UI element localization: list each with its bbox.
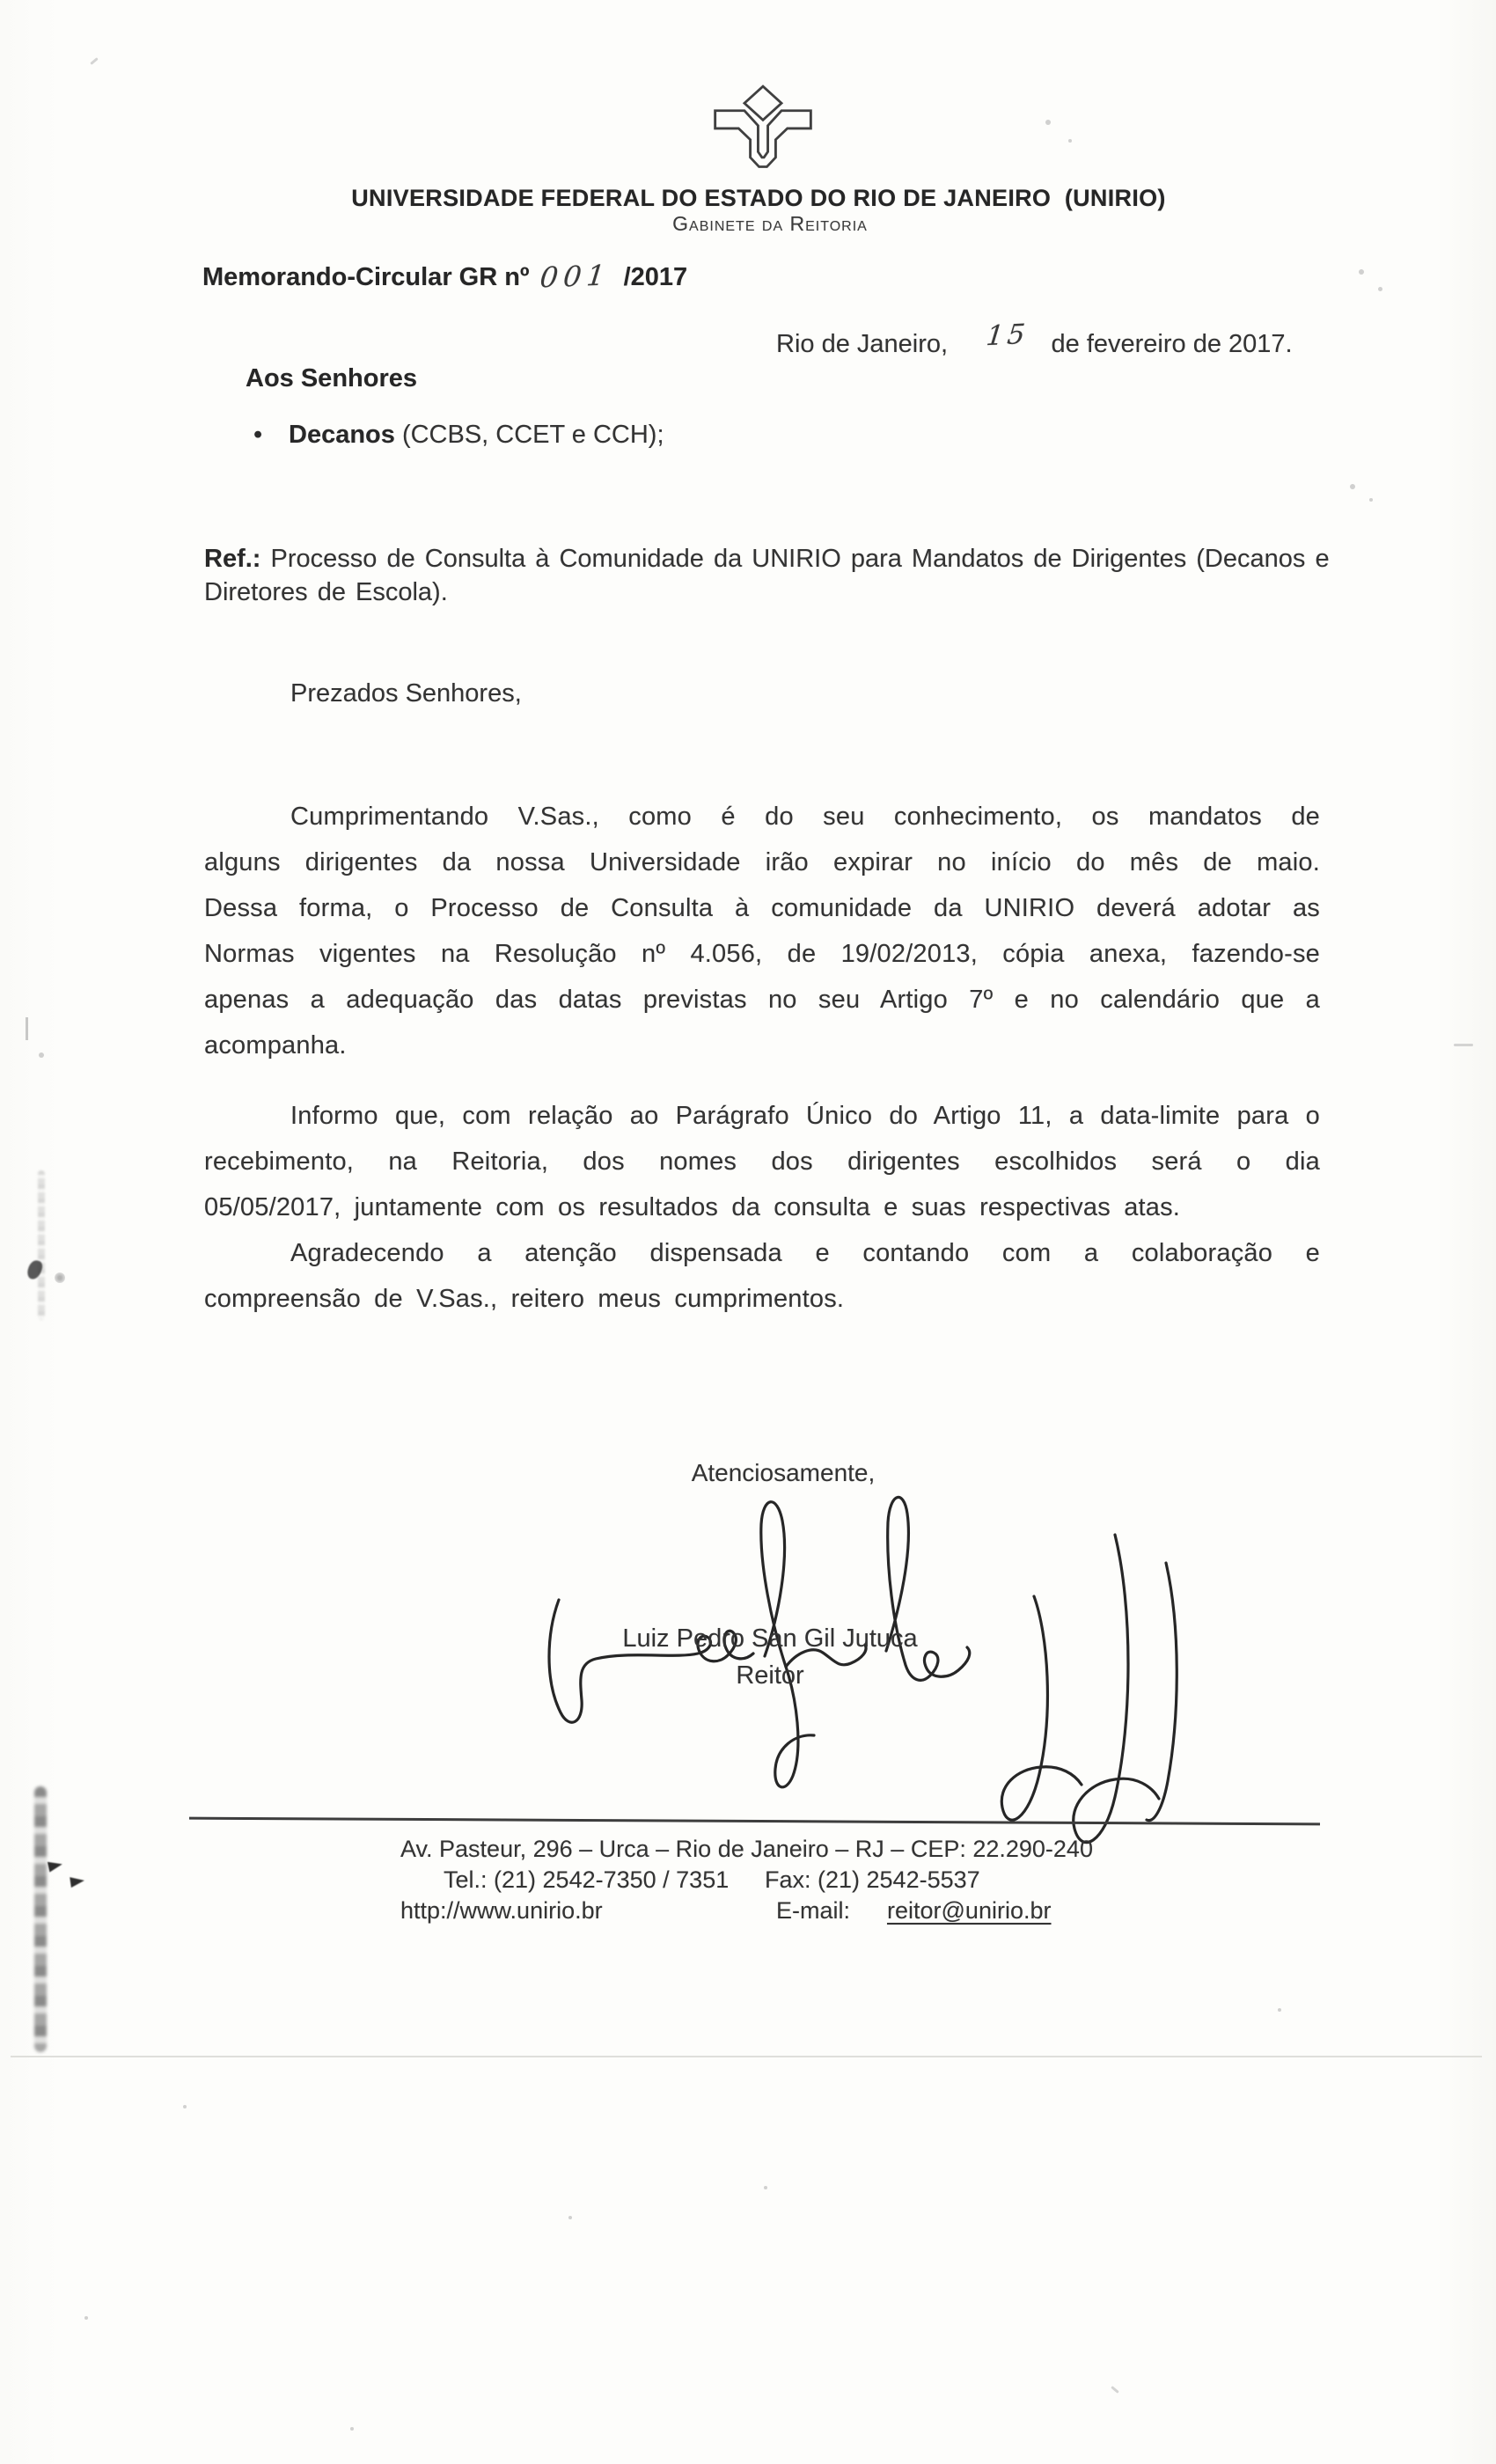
signatory-name: Luiz Pedro San Gil Jutuca	[622, 1624, 918, 1653]
dateline	[776, 318, 1293, 359]
footer-address: Av. Pasteur, 296 – Urca – Rio de Janeiro – RJ – CEP: 22.290-240	[400, 1836, 1093, 1862]
recipient-detail: (CCBS, CCET e CCH);	[394, 421, 664, 449]
scan-artifact-speck	[568, 2216, 572, 2219]
scan-artifact-streak	[34, 1786, 47, 2052]
scan-artifact-speck	[1359, 269, 1364, 275]
reference-line	[204, 542, 1339, 609]
scan-artifact-speck	[183, 2105, 187, 2108]
scan-artifact-speck	[764, 2186, 767, 2189]
scan-artifact-speck	[1378, 287, 1382, 291]
scan-artifact-mark	[70, 1875, 85, 1888]
reference-label: Ref.:	[204, 545, 261, 573]
scan-artifact-speck	[1350, 484, 1355, 489]
handwritten-memo-number: 001	[538, 258, 612, 295]
scan-artifact-speck	[39, 1052, 44, 1058]
dateline-city: Rio de Janeiro,	[776, 330, 949, 358]
body-line: Dessa forma, o Processo de Consulta à comunidade da UNIRIO deverá adotar as	[204, 894, 1320, 922]
scan-artifact-tick	[26, 1017, 28, 1040]
scan-artifact-speck	[90, 57, 99, 65]
scan-artifact-speck	[1369, 498, 1373, 502]
scan-artifact-ink-dot	[55, 1272, 65, 1283]
scan-artifact-speck	[1454, 1044, 1473, 1046]
dateline-rest: de fevereiro de 2017.	[1051, 330, 1293, 358]
closing: Atenciosamente,	[691, 1459, 876, 1486]
unirio-logo-icon	[709, 84, 817, 174]
office-name: Gabinete da Reitoria	[672, 212, 868, 235]
scan-artifact-speck	[1068, 139, 1072, 143]
scan-artifact-fold-line	[11, 2056, 1482, 2057]
body-line: Normas vigentes na Resolução nº 4.056, de 19/02/2013, cópia anexa, fazendo-se	[204, 940, 1320, 968]
scan-artifact-speck	[1045, 120, 1051, 125]
body-paragraph-1	[204, 794, 1320, 1068]
body-paragraph-3	[204, 1230, 1320, 1322]
body-line: compreensão de V.Sas., reitero meus cumprimentos.	[204, 1285, 845, 1313]
recipient-item	[253, 421, 664, 450]
scan-artifact-speck	[84, 2316, 88, 2320]
memo-suffix: /2017	[623, 263, 688, 291]
recipients-heading: Aos Senhores	[246, 364, 417, 392]
body-line: 05/05/2017, juntamente com os resultados da consulta e suas respectivas atas.	[204, 1193, 1181, 1221]
footer-email: reitor@unirio.br	[887, 1897, 1052, 1924]
body-line: Agradecendo a atenção dispensada e contando com a colaboração e	[290, 1239, 1320, 1267]
body-line: Informo que, com relação ao Parágrafo Único do Artigo 11, a data-limite para o	[290, 1102, 1320, 1130]
scan-artifact-streak	[38, 1170, 45, 1320]
scan-artifact-mark	[48, 1859, 63, 1872]
body-paragraph-2	[204, 1093, 1320, 1230]
handwritten-day: 15	[984, 318, 1030, 353]
university-name: UNIVERSIDADE FEDERAL DO ESTADO DO RIO DE JANEIRO (UNIRIO)	[351, 185, 1166, 211]
bullet-icon: •	[253, 421, 263, 449]
footer-phone: Tel.: (21) 2542-7350 / 7351	[444, 1866, 730, 1893]
memo-prefix: Memorando-Circular GR nº	[202, 263, 530, 291]
scan-artifact-speck	[1278, 2008, 1281, 2012]
reference-text: Processo de Consulta à Comunidade da UNIRIO para Mandatos de Dirigentes (Decanos e Diretores de Escola).	[204, 545, 1330, 606]
scan-artifact-speck	[350, 2427, 354, 2431]
memo-number-line	[202, 258, 688, 295]
body-line: apenas a adequação das datas previstas no seu Artigo 7º e no calendário que a	[204, 986, 1320, 1014]
footer-website: http://www.unirio.br	[400, 1897, 603, 1924]
signatory-title: Reitor	[736, 1661, 804, 1690]
body-line: alguns dirigentes da nossa Universidade irão expirar no início do mês de maio.	[204, 848, 1320, 876]
body-line: recebimento, na Reitoria, dos nomes dos dirigentes escolhidos será o dia	[204, 1148, 1320, 1176]
body-line: acompanha.	[204, 1031, 347, 1060]
footer-email-label: E-mail:	[776, 1897, 851, 1924]
salutation: Prezados Senhores,	[290, 679, 522, 708]
body-line: Cumprimentando V.Sas., como é do seu conhecimento, os mandatos de	[290, 803, 1320, 831]
footer-fax: Fax: (21) 2542-5537	[765, 1866, 980, 1893]
recipient-name: Decanos	[289, 421, 395, 449]
scan-artifact-speck	[1111, 2386, 1119, 2394]
